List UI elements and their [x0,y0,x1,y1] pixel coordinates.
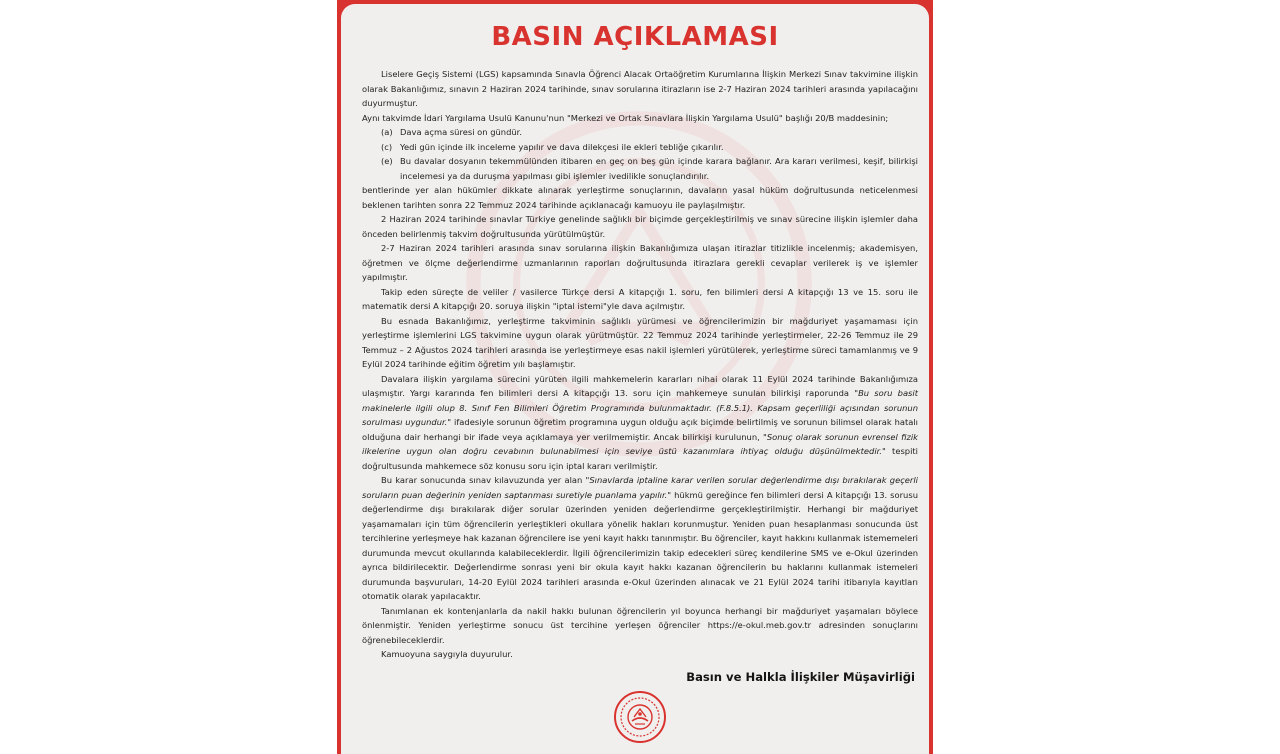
list-item-text: Dava açma süresi on gündür. [400,127,522,137]
list-item-key: (a) [381,127,393,137]
paragraph-8-text: ifadesiyle sorunun öğretim programına uygun olduğu açık biçimde belirtilmiş ve sorunun bilimsel olarak hatalı olduğuna dair herhangi bir ifade veya açıklamaya yer verilmemiştir. Ancak bilirkişi kurulunun, [362,417,918,442]
paragraph-6: Takip eden süreçte de veliler / vasilerce Türkçe dersi A kitapçığı 1. soru, fen bilimleri dersi A kitapçığı 13 ve 15. soru ile matematik dersi A kitapçığı 20. soruya ilişkin "iptal istemi"yle dava açılmıştır. [362,286,918,311]
paragraph-5: 2-7 Haziran 2024 tarihleri arasında sınav sorularına ilişkin Bakanlığımıza ulaşan itirazlar titizlikle incelenmiş; akademisyen, öğretmen ve ölçme değerlendirme uzmanlarının raporları doğrultusunda itirazlara gerekli cevaplar verilerek iş ve işlemler yapılmıştır. [362,243,918,282]
list-item-key: (c) [381,141,393,152]
signature: Basın ve Halkla İlişkiler Müşavirliği [686,670,915,684]
document-frame [337,0,933,754]
paragraph-7: Bu esnada Bakanlığımız, yerleştirme takviminin sağlıklı yürümesi ve öğrencilerimizin bir mağduriyet yaşamaması için yerleştirme işlemlerini LGS takvimine uygun olarak yürütmüştür. 22 Temmuz 2024 tarihinde yerleştirmeler, 22-26 Temmuz ile 29 Temmuz – 2 Ağustos 2024 tarihleri arasında ise yerleştirmeye esas nakil işlemleri yürütülerek, yerleştirme süreci tamamlanmış ve 9 Eylül 2024 tarihinde eğitim öğretim yılı başlamıştır. [362,315,918,369]
expert-report-quote-2: "Sonuç olarak sorunun evrensel fizik ilkelerine uygun olan doğru cevabının bulunabilmesi için seviye üstü kazanımlara ihtiyaç olduğu düşünülmektedir." [362,431,918,456]
page-title: BASIN AÇIKLAMASI [491,22,779,52]
document-paper [341,4,929,754]
expert-report-quote-1: "Bu soru basit makinelerle ilgili olup 8. Sınıf Fen Bilimleri Öğretim Programında bulunmaktadır. (F.8.5.1). Kapsam geçerliliği açısından sorunun sorulması uygundur." [362,388,918,427]
list-item [381,140,918,155]
paragraph-4: 2 Haziran 2024 tarihinde sınavlar Türkiye genelinde sağlıklı bir biçimde gerçekleştirilmiş ve sınav sürecine ilişkin işlemler daha önceden belirlenmiş takvim doğrultusunda yürütülmüştür. [362,214,918,239]
paragraph-9-text: hükmü gereğince fen bilimleri dersi A kitapçığı 13. sorusu değerlendirme dışı bırakılarak diğer sorular üzerinden yeniden değerlendirme gerçekleştirilmiştir. Herhangi bir mağduriyet yaşamamaları için tüm öğrencilerin yerleştikleri okullara yönelik hakları korunmuştur. Yeniden puan hesaplanması sonucunda üst tercihlerine yerleşmeye hak kazanan öğrencilere ise yeni kayıt hakkı tanınmıştır. Bu öğrenciler, kayıt hakkını kullanmak istememeleri durumunda mevcut okullarında kalabileceklerdir. İlgili öğrencilerimizin takip edecekleri süreç kendilerine SMS ve e-Okul üzerinden ayrıca bildirilecektir. Değerlendirme sonrası yeni bir okula kayıt hakkı kazanan öğrencilerin bu haklarını kullanmak istemeleri durumunda başvuruları, 14-20 Eylül 2024 tarihleri arasında e-Okul üzerinden alınacak ve 21 Eylül 2024 tarihi itibarıyla kayıtları otomatik olarak yapılacaktır. [362,489,918,601]
paragraph-8 [362,372,918,474]
closing-line: Kamuoyuna saygıyla duyurulur. [381,649,513,659]
paragraph-8-text: tespiti doğrultusunda mahkemece söz konusu soru için iptal kararı verilmiştir. [362,446,919,471]
document-body [362,67,918,662]
paragraph-3: bentlerinde yer alan hükümler dikkate alınarak yerleştirme sonuçlarının, davaların yasal hüküm doğrultusunda neticelenmesi beklenen tarihten sonra 22 Temmuz 2024 tarihinde açıklanacağı kamuoyu ile paylaşılmıştır. [362,185,918,210]
list-item [381,154,918,183]
paragraph-9 [362,473,918,604]
paragraph-8-text: Davalara ilişkin yargılama sürecini yürüten ilgili mahkemelerin kararları nihai olarak 11 Eylül 2024 tarihinde Bakanlığımıza ulaşmıştır. Yargı kararında fen bilimleri dersi A kitapçığı 13. soru için mahkemeye sunulan bilirkişi raporunda [362,373,918,398]
paragraph-10: Tanımlanan ek kontenjanlarla da nakil hakkı bulunan öğrencilerin yıl boyunca herhangi bir mağduriyet yaşamaları böylece önlenmiştir. Yeniden yerleştirme sonucu üst tercihine yerleşen öğrenciler https://e-okul.meb.gov.tr adresinden sonuçlarını öğrenebileceklerdir. [362,605,918,645]
ministry-emblem-icon [613,690,667,744]
list-item-text: Bu davalar dosyanın tekemmülünden itibaren en geç on beş gün içinde karara bağlanır. Ara kararı verilmesi, keşif, bilirkişi incelemesi ya da duruşma yapılması gibi işlemler ivedilikle sonuçlandırılır. [400,156,918,181]
paragraph-9-text: Bu karar sonucunda sınav kılavuzunda yer alan [381,475,586,485]
list-item [381,125,918,140]
list-item-text: Yedi gün içinde ilk inceleme yapılır ve dava dilekçesi ile ekleri tebliğe çıkarılır. [400,141,724,152]
list-item-key: (e) [381,156,393,166]
paragraph-2: Aynı takvimde İdari Yargılama Usulü Kanunu'nun "Merkezi ve Ortak Sınavlara İlişkin Yargılama Usulü" başlığı 20/B maddesinin; [362,112,889,123]
paragraph-1: Liselere Geçiş Sistemi (LGS) kapsamında Sınavla Öğrenci Alacak Ortaöğretim Kurumlarına İlişkin Merkezi Sınav takvimine ilişkin olarak Bakanlığımız, sınavın 2 Haziran 2024 tarihinde, sınav sorularına itirazların ise 2-7 Haziran 2024 tarihleri arasında yapılacağını duyurmuştur. [362,69,918,108]
exam-guide-quote: "Sınavlarda iptaline karar verilen sorular değerlendirme dışı bırakılarak geçerli soruların puan değerinin yeniden saptanması suretiyle puanlama yapılır." [362,475,918,500]
